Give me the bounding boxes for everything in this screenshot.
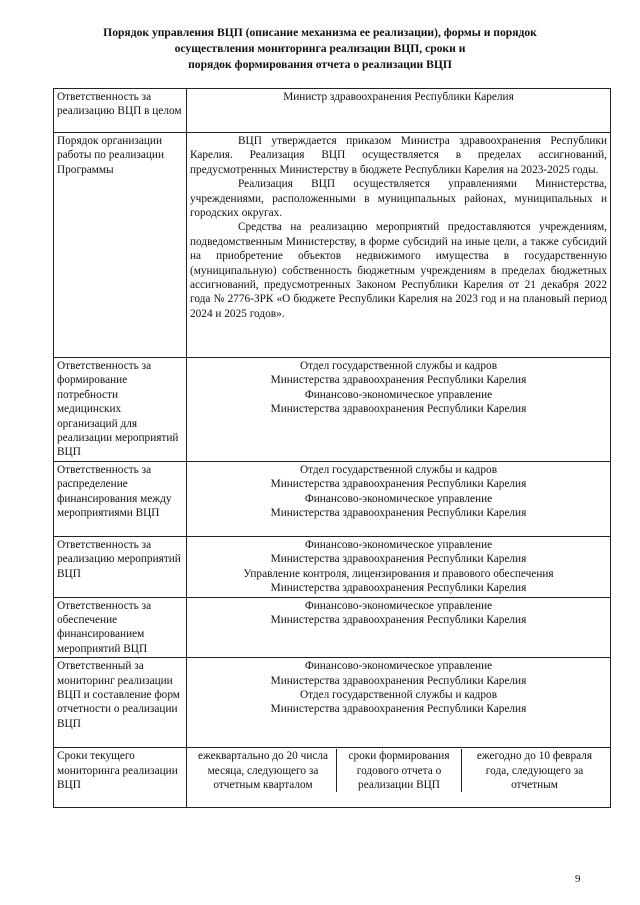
title-line-1: Порядок управления ВЦП (описание механизма ее реализации), формы и порядок <box>103 26 537 39</box>
term-annual-report: сроки формирования годового отчета о реализации ВЦП <box>336 749 461 792</box>
term-quarterly: ежеквартально до 20 числа месяца, следующего за отчетным кварталом <box>197 750 329 792</box>
title-line-2: осуществления мониторинга реализации ВЦП, сроки и <box>174 42 466 55</box>
row-label: Порядок организации работы по реализации Программы <box>54 133 187 358</box>
title-line-3: порядок формирования отчета о реализации ВЦП <box>188 58 452 71</box>
page-number: 9 <box>575 873 581 885</box>
paragraph: Средства на реализацию мероприятий предоставляются учреждениям, подведомственным Министерству, в форме субсидий на иные цели, а также субсидий на приобретение объектов недвижимого имущества в государственную (муниципальную) собственность бюджетным учреждениям в пределах бюджетных ассигнований, предусмотренных Законом Республики Карелия от 21 декабря 2022 года № 2776-ЗРК «О бюджете Республики Карелия на 2023 год и на плановый период 2024 и 2025 годов». <box>190 221 607 320</box>
row-value: Финансово-экономическое управление Министерства здравоохранения Республики Карелия Управление контроля, лицензирования и правового обеспечения Министерства здравоохранения Республики Карелия <box>187 537 611 598</box>
table-row <box>54 462 611 537</box>
row-label: Ответственность за реализацию ВЦП в целом <box>54 89 187 133</box>
table-row <box>54 597 611 658</box>
monitoring-terms <box>190 749 607 792</box>
management-table <box>53 88 611 808</box>
paragraph: ВЦП утверждается приказом Министра здравоохранения Республики Карелия. Реализация ВЦП осуществляется в пределах ассигнований, предусмотренных Министерству в бюджете Республики Карелия на 2023-2025 годы. <box>190 135 607 176</box>
table-row <box>54 89 611 133</box>
row-value: Отдел государственной службы и кадров Министерства здравоохранения Республики Карелия Финансово-экономическое управление Министерства здравоохранения Республики Карелия <box>187 358 611 462</box>
row-value <box>187 748 611 808</box>
row-label: Сроки текущего мониторинга реализации ВЦП <box>54 748 187 808</box>
row-label: Ответственность за формирование потребности медицинских организаций для реализации мероприятий ВЦП <box>54 358 187 462</box>
table-row <box>54 748 611 808</box>
paragraph: Реализация ВЦП осуществляется управлениями Министерства, учреждениями, расположенными в муниципальных районах, муниципальных и городских округах. <box>190 178 607 220</box>
row-value: Отдел государственной службы и кадров Министерства здравоохранения Республики Карелия Финансово-экономическое управление Министерства здравоохранения Республики Карелия <box>187 462 611 537</box>
table-row <box>54 133 611 358</box>
row-value <box>187 133 611 358</box>
table-row <box>54 658 611 748</box>
row-value: Финансово-экономическое управление Министерства здравоохранения Республики Карелия Отдел государственной службы и кадров Министерства здравоохранения Республики Карелия <box>187 658 611 748</box>
table-row <box>54 358 611 462</box>
row-value: Финансово-экономическое управление Министерства здравоохранения Республики Карелия <box>187 597 611 658</box>
row-value: Министр здравоохранения Республики Карелия <box>187 89 611 133</box>
document-title <box>60 25 580 73</box>
row-label: Ответственность за обеспечение финансированием мероприятий ВЦП <box>54 597 187 658</box>
row-label: Ответственный за мониторинг реализации ВЦП и составление форм отчетности о реализации ВЦП <box>54 658 187 748</box>
row-label: Ответственность за реализацию мероприятий ВЦП <box>54 537 187 598</box>
table-row <box>54 537 611 598</box>
row-label: Ответственность за распределение финансирования между мероприятиями ВЦП <box>54 462 187 537</box>
term-yearly: ежегодно до 10 февраля года, следующего за отчетным <box>461 749 607 792</box>
